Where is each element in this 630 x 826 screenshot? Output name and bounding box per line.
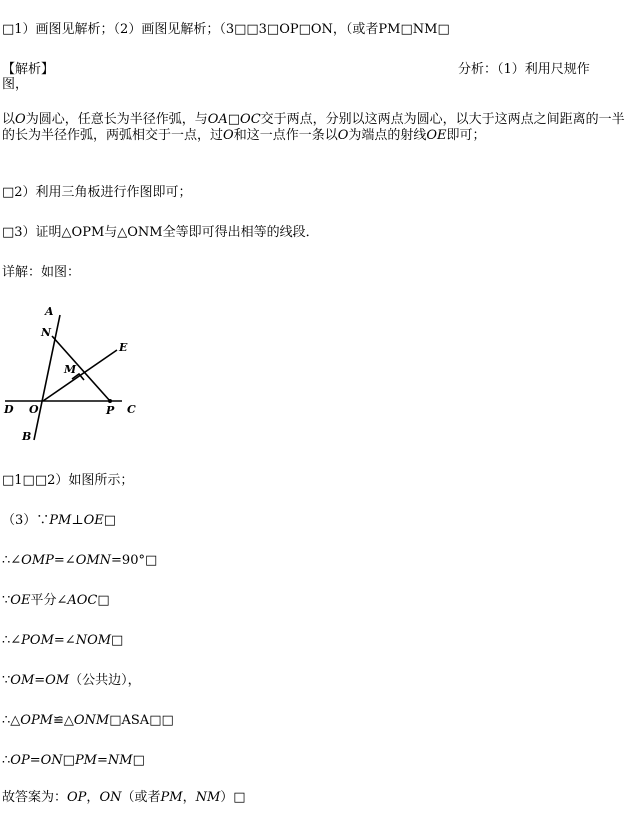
segment-np — [52, 336, 110, 401]
label-c: C — [127, 403, 136, 416]
label-m: M — [64, 363, 77, 376]
label-b: B — [22, 430, 32, 443]
step3-line: □3）证明△OPM与△ONM全等即可得出相等的线段． — [2, 225, 319, 240]
proof-line-6: ∴△OPM≌△ONM□ASA□□ — [2, 713, 174, 728]
final-answer-line: 故答案为：OP，ON（或者PM，NM）□ — [2, 790, 246, 805]
analysis-heading-cont: 图， — [2, 77, 29, 92]
answer-line: □1）画图见解析；（2）画图见解析；（3□□3□OP□ON，（或者PM□NM□ — [2, 22, 450, 37]
analysis-heading: 分析：（1）利用尺规作 — [458, 62, 590, 77]
label-d: D — [4, 403, 14, 416]
proof-line-5: ∵OM=OM（公共边）， — [2, 673, 141, 688]
point-p — [108, 399, 112, 403]
label-o: O — [29, 403, 39, 416]
label-p: P — [106, 404, 115, 417]
proof-line-3: ∵OE平分∠AOC□ — [2, 593, 110, 608]
proof-line-2: ∴∠OMP=∠OMN=90°□ — [2, 553, 158, 568]
as-shown-line: □1□□2）如图所示； — [2, 473, 134, 488]
label-a: A — [45, 305, 54, 318]
label-n: N — [41, 326, 52, 339]
step1-paragraph: 以O为圆心，任意长为半径作弧，与OA□OC交于两点，分别以这两点为圆心，以大于这两点之间距离的一半的长为半径作弧，两弧相交于一点，过O和这一点作一条以O为端点的射线OE即可； — [2, 112, 625, 143]
label-e: E — [119, 341, 128, 354]
proof-line-4: ∴∠POM=∠NOM□ — [2, 633, 124, 648]
geometry-figure — [0, 300, 150, 450]
step2-line: □2）利用三角板进行作图即可； — [2, 185, 192, 200]
analysis-tag: 【解析】 — [2, 62, 55, 77]
proof-line-1: （3）∵PM⊥OE□ — [2, 513, 117, 528]
proof-line-7: ∴OP=ON□PM=NM□ — [2, 753, 145, 768]
detail-line: 详解：如图： — [2, 265, 81, 280]
